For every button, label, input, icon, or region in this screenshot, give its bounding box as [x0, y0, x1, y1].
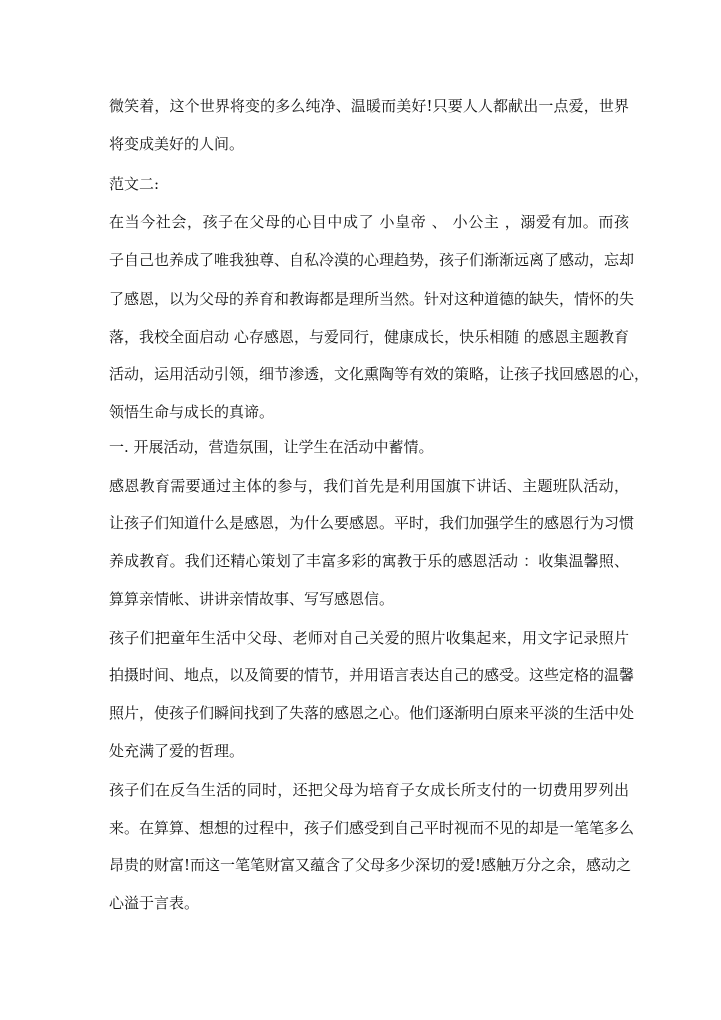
text-line: 让孩子们知道什么是感恩，为什么要感恩。平时，我们加强学生的感恩行为习惯 — [109, 514, 635, 532]
text-line: 照片，使孩子们瞬间找到了失落的感恩之心。他们逐渐明白原来平淡的生活中处 — [109, 704, 635, 722]
text-line: 微笑着，这个世界将变的多么纯净、温暖而美好!只要人人都献出一点爱，世界 — [109, 97, 629, 115]
text-line: 子自己也养成了唯我独尊、自私冷漠的心理趋势，孩子们渐渐远离了感动，忘却 — [109, 251, 635, 269]
text-line: 孩子们把童年生活中父母、老师对自己关爱的照片收集起来，用文字记录照片 — [109, 629, 629, 647]
text-line: 处充满了爱的哲理。 — [109, 742, 245, 760]
text-line: 算算亲情帐、讲讲亲情故事、写写感恩信。 — [109, 590, 395, 608]
text-line: 感恩教育需要通过主体的参与，我们首先是利用国旗下讲话、主题班队活动， — [109, 477, 629, 495]
text-line: 将变成美好的人间。 — [109, 135, 245, 153]
text-line: 孩子们在反刍生活的同时，还把父母为培育子女成长所支付的一切费用罗列出 — [109, 781, 629, 799]
text-line: 来。在算算、想想的过程中，孩子们感受到自己平时视而不见的却是一笔笔多么 — [109, 819, 635, 837]
text-line: 活动，运用活动引领，细节渗透，文化熏陶等有效的策略，让孩子找回感恩的心， — [109, 365, 650, 383]
text-line: 养成教育。我们还精心策划了丰富多彩的寓教于乐的感恩活动 ：收集温馨照、 — [109, 552, 629, 570]
section-heading: 范文二: — [109, 175, 160, 193]
text-line: 昂贵的财富!而这一笔笔财富又蕴含了父母多少深切的爱!感触万分之余，感动之 — [109, 856, 632, 874]
text-line: 心溢于言表。 — [109, 894, 200, 912]
subsection-heading: 一. 开展活动，营造氛围，让学生在活动中蓄情。 — [109, 438, 434, 456]
text-line: 落，我校全面启动 心存感恩，与爱同行，健康成长，快乐相随 的感恩主题教育 — [109, 328, 629, 346]
text-line: 领悟生命与成长的真谛。 — [109, 403, 275, 421]
text-line: 了感恩，以为父母的养育和教诲都是理所当然。针对这种道德的缺失，情怀的失 — [109, 290, 635, 308]
text-line: 拍摄时间、地点，以及简要的情节，并用语言表达自己的感受。这些定格的温馨 — [109, 666, 635, 684]
text-line: 在当今社会，孩子在父母的心目中成了 小皇帝 、 小公主 ，溺爱有加。而孩 — [109, 213, 629, 231]
